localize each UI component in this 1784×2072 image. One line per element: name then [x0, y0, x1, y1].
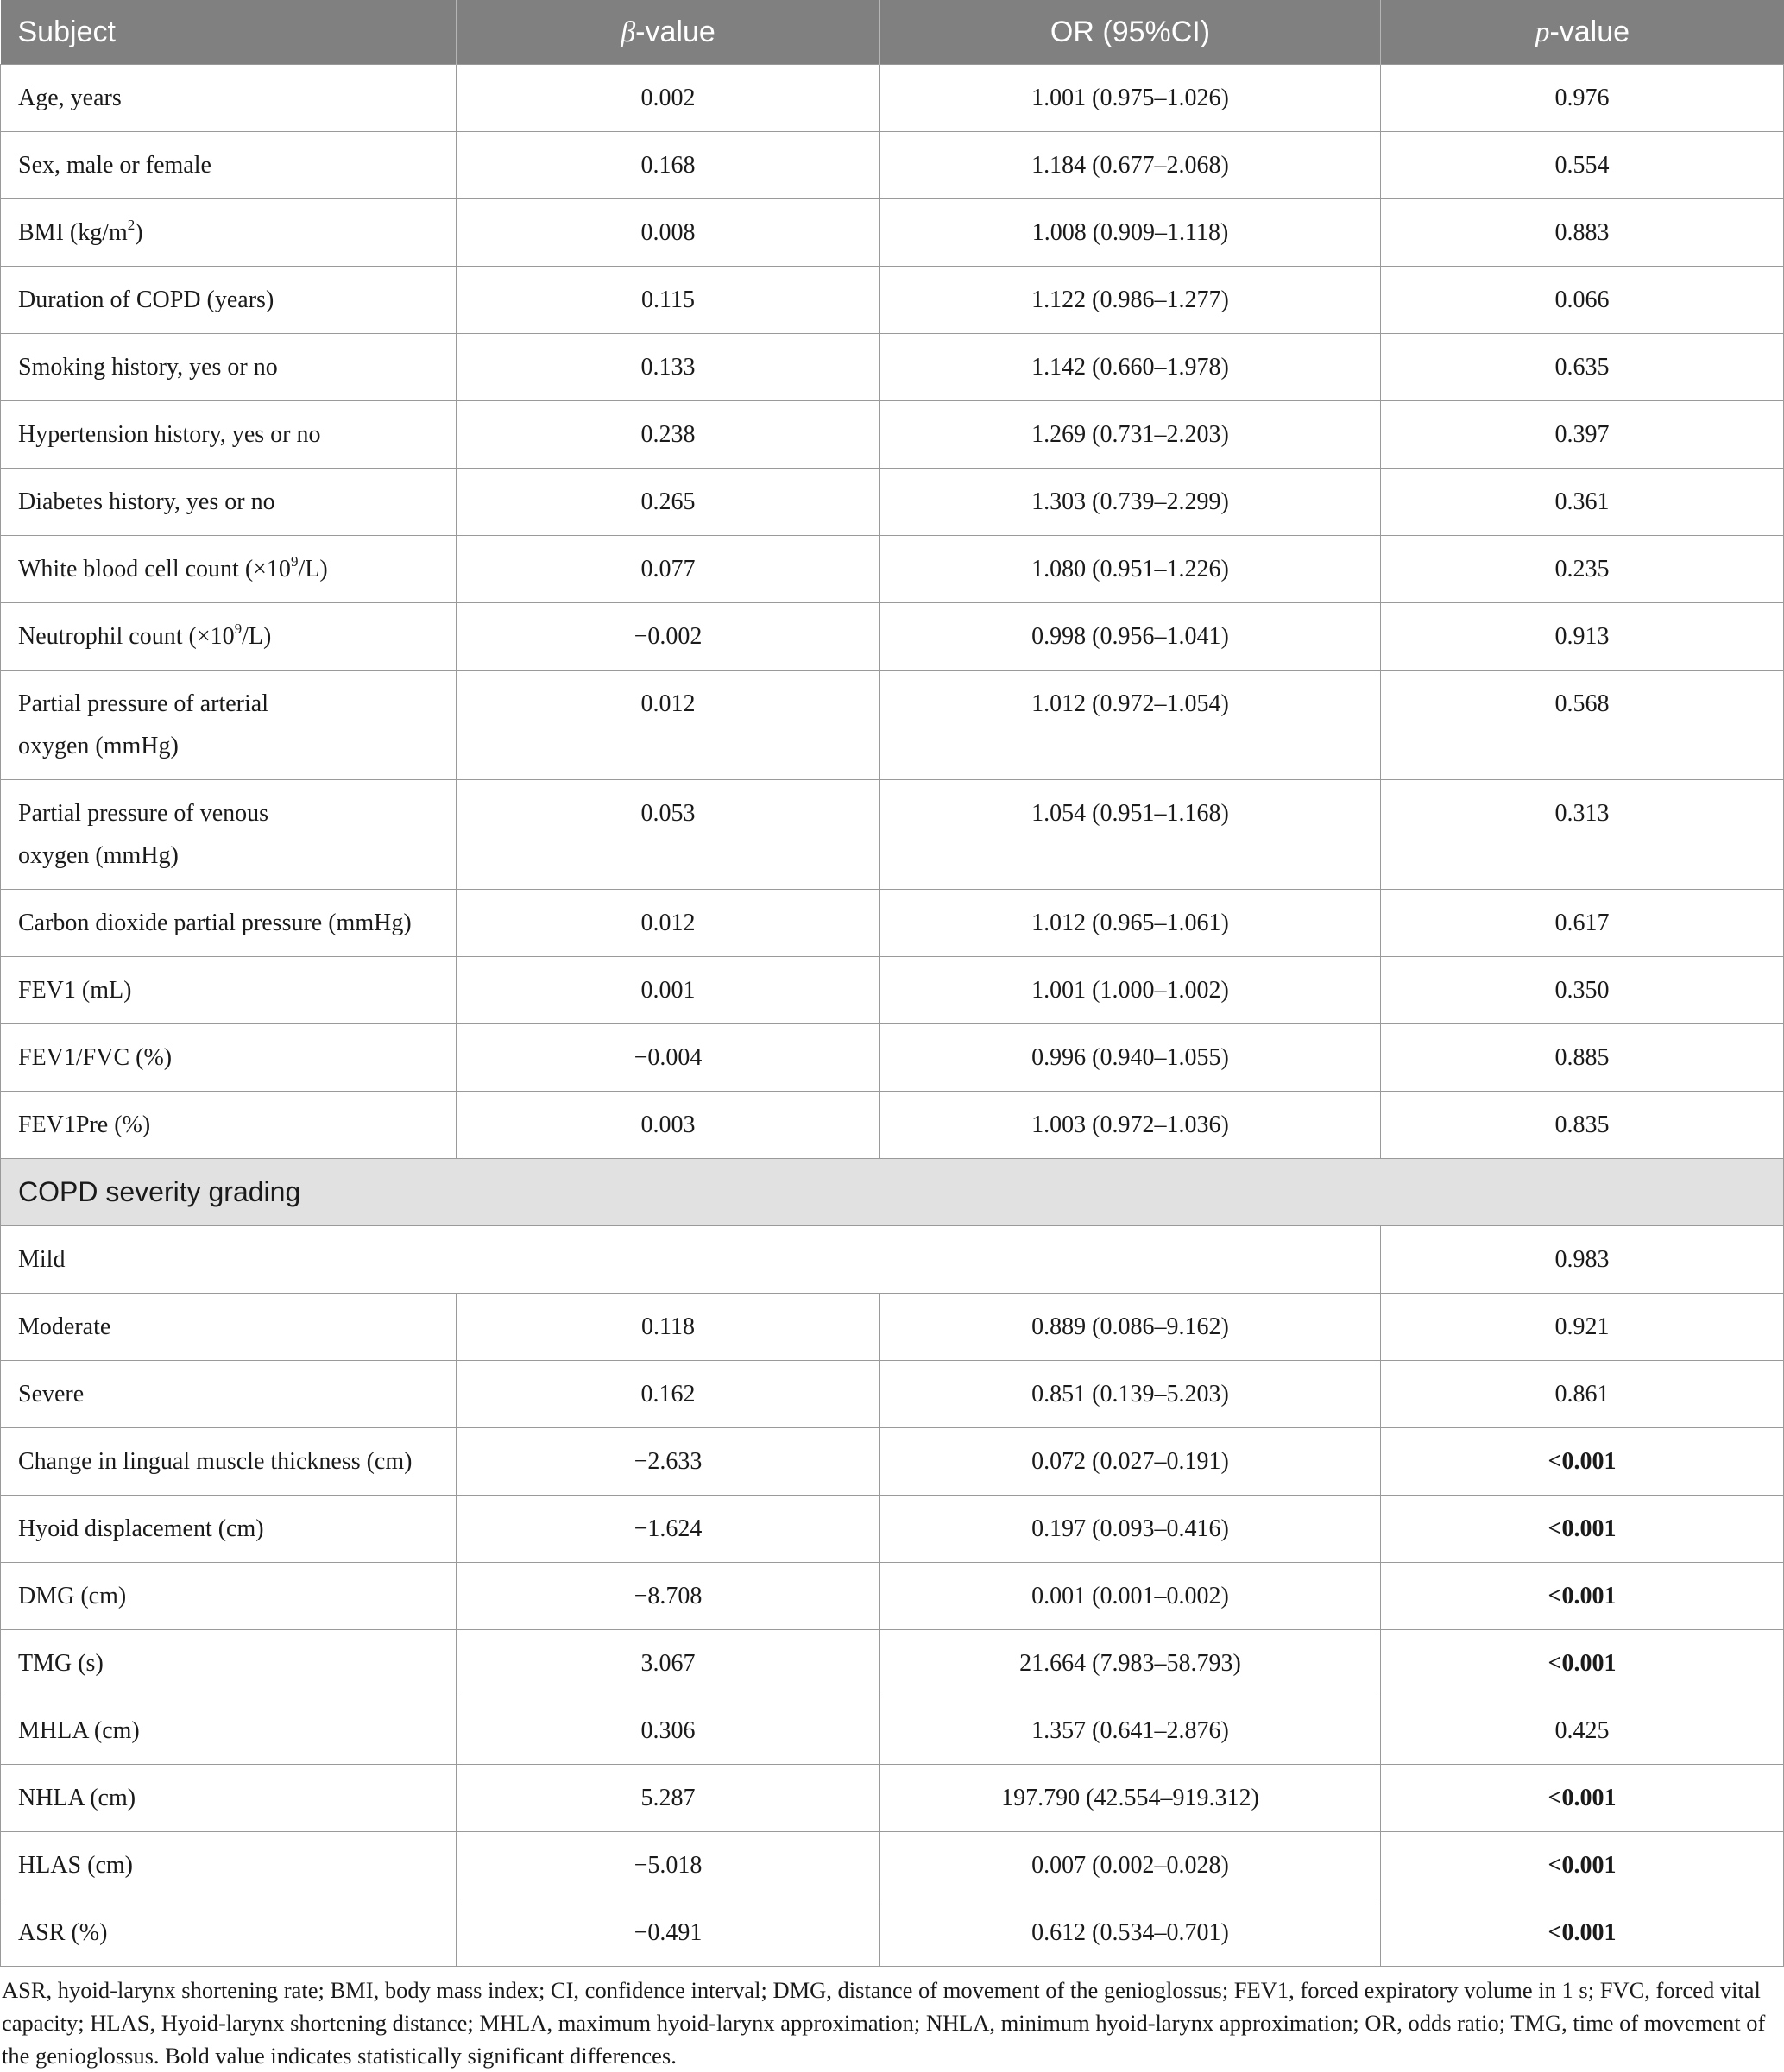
cell-p: <0.001 [1381, 1563, 1784, 1630]
cell-subject: Sex, male or female [1, 132, 457, 199]
cell-or: 0.889 (0.086–9.162) [880, 1294, 1381, 1361]
cell-beta: 0.162 [457, 1361, 880, 1428]
cell-or: 0.072 (0.027–0.191) [880, 1428, 1381, 1496]
cell-or: 0.998 (0.956–1.041) [880, 603, 1381, 671]
table-row [1, 890, 1784, 957]
table-row [1, 1428, 1784, 1496]
superscript: 9 [290, 552, 299, 570]
cell-p: <0.001 [1381, 1428, 1784, 1496]
table-row [1, 536, 1784, 603]
subject-text-end: /L) [242, 623, 272, 650]
table-row [1, 267, 1784, 334]
cell-beta: −0.002 [457, 603, 880, 671]
cell-or: 1.001 (1.000–1.002) [880, 957, 1381, 1024]
cell-beta: 0.003 [457, 1092, 880, 1159]
cell-or: 1.080 (0.951–1.226) [880, 536, 1381, 603]
table-row [1, 1496, 1784, 1563]
header-beta: β-value [457, 0, 880, 65]
cell-p: 0.635 [1381, 334, 1784, 401]
subject-text-end: /L) [298, 556, 328, 583]
cell-beta: 0.168 [457, 132, 880, 199]
cell-subject: Carbon dioxide partial pressure (mmHg) [1, 890, 457, 957]
cell-p: <0.001 [1381, 1765, 1784, 1832]
section-title: COPD severity grading [1, 1159, 1784, 1226]
cell-p: 0.921 [1381, 1294, 1784, 1361]
cell-or: 1.269 (0.731–2.203) [880, 401, 1381, 469]
table-row [1, 1899, 1784, 1967]
cell-beta: 0.001 [457, 957, 880, 1024]
superscript: 9 [234, 620, 243, 637]
cell-p: 0.568 [1381, 671, 1784, 780]
table-row [1, 780, 1784, 890]
cell-subject [1, 671, 457, 780]
table-row [1, 199, 1784, 267]
cell-subject: Smoking history, yes or no [1, 334, 457, 401]
cell-p: 0.313 [1381, 780, 1784, 890]
cell-or: 1.012 (0.965–1.061) [880, 890, 1381, 957]
cell-beta: −1.624 [457, 1496, 880, 1563]
cell-or: 0.996 (0.940–1.055) [880, 1024, 1381, 1092]
cell-beta: 0.133 [457, 334, 880, 401]
cell-beta: 0.012 [457, 671, 880, 780]
cell-p: 0.835 [1381, 1092, 1784, 1159]
cell-subject: FEV1/FVC (%) [1, 1024, 457, 1092]
cell-p: <0.001 [1381, 1496, 1784, 1563]
table-row [1, 603, 1784, 671]
cell-or: 1.357 (0.641–2.876) [880, 1697, 1381, 1765]
cell-p: 0.617 [1381, 890, 1784, 957]
cell-p: 0.983 [1381, 1226, 1784, 1294]
subject-line-1: Partial pressure of arterial [18, 690, 268, 717]
subject-text: Neutrophil count (×10 [18, 623, 235, 650]
table-row [1, 957, 1784, 1024]
cell-or: 1.142 (0.660–1.978) [880, 334, 1381, 401]
cell-or: 0.851 (0.139–5.203) [880, 1361, 1381, 1428]
cell-subject: Moderate [1, 1294, 457, 1361]
table-row [1, 1361, 1784, 1428]
subject-line-2: oxygen (mmHg) [18, 842, 179, 869]
cell-subject [1, 780, 457, 890]
table-row [1, 1563, 1784, 1630]
cell-beta: 5.287 [457, 1765, 880, 1832]
cell-subject [1, 536, 457, 603]
cell-or: 1.054 (0.951–1.168) [880, 780, 1381, 890]
section-row [1, 1159, 1784, 1226]
cell-p: 0.361 [1381, 469, 1784, 536]
cell-subject: Hyoid displacement (cm) [1, 1496, 457, 1563]
beta-symbol: β [621, 16, 636, 48]
cell-p: 0.235 [1381, 536, 1784, 603]
table-row [1, 1092, 1784, 1159]
cell-or: 0.612 (0.534–0.701) [880, 1899, 1381, 1967]
cell-or: 1.184 (0.677–2.068) [880, 132, 1381, 199]
header-p: p-value [1381, 0, 1784, 65]
table-row [1, 671, 1784, 780]
cell-subject: DMG (cm) [1, 1563, 457, 1630]
cell-beta: 0.238 [457, 401, 880, 469]
cell-p: 0.885 [1381, 1024, 1784, 1092]
cell-subject: HLAS (cm) [1, 1832, 457, 1899]
cell-beta: 0.118 [457, 1294, 880, 1361]
cell-beta: 0.115 [457, 267, 880, 334]
cell-beta: 0.265 [457, 469, 880, 536]
cell-subject: Age, years [1, 65, 457, 132]
table-row [1, 1765, 1784, 1832]
table-row [1, 65, 1784, 132]
cell-or: 1.303 (0.739–2.299) [880, 469, 1381, 536]
cell-beta: −8.708 [457, 1563, 880, 1630]
header-or: OR (95%CI) [880, 0, 1381, 65]
table-footnote: ASR, hyoid-larynx shortening rate; BMI, body mass index; CI, confidence interval; DMG, distance of movement of the genioglossus; FEV1, forced expiratory volume in 1 s; FVC, forced vital capacity; HLAS, Hyoid-larynx shortening distance; MHLA, maximum hyoid-larynx approximation; NHLA, minimum hyoid-larynx approximation; OR, odds ratio; TMG, time of movement of the genioglossus. Bold value indicates statistically significant differences. [2, 1977, 1766, 2069]
cell-or: 1.012 (0.972–1.054) [880, 671, 1381, 780]
header-subject: Subject [1, 0, 457, 65]
cell-subject: Mild [1, 1226, 1381, 1294]
cell-subject: Severe [1, 1361, 457, 1428]
table-row [1, 334, 1784, 401]
cell-or: 0.007 (0.002–0.028) [880, 1832, 1381, 1899]
cell-p: 0.350 [1381, 957, 1784, 1024]
subject-text-end: ) [135, 219, 143, 246]
cell-p: <0.001 [1381, 1832, 1784, 1899]
cell-p: 0.425 [1381, 1697, 1784, 1765]
header-row [1, 0, 1784, 65]
cell-beta: −0.491 [457, 1899, 880, 1967]
cell-p: <0.001 [1381, 1899, 1784, 1967]
cell-p: <0.001 [1381, 1630, 1784, 1697]
cell-subject: Duration of COPD (years) [1, 267, 457, 334]
cell-subject: NHLA (cm) [1, 1765, 457, 1832]
subject-text: BMI (kg/m [18, 219, 128, 246]
p-symbol: p [1535, 16, 1550, 48]
table-row [1, 1226, 1784, 1294]
cell-beta: −0.004 [457, 1024, 880, 1092]
subject-line-2: oxygen (mmHg) [18, 733, 179, 759]
table-row [1, 1024, 1784, 1092]
superscript: 2 [127, 216, 136, 233]
cell-beta: −2.633 [457, 1428, 880, 1496]
cell-or: 197.790 (42.554–919.312) [880, 1765, 1381, 1832]
cell-subject: MHLA (cm) [1, 1697, 457, 1765]
cell-subject: FEV1Pre (%) [1, 1092, 457, 1159]
cell-p: 0.066 [1381, 267, 1784, 334]
table-row [1, 469, 1784, 536]
table-row [1, 132, 1784, 199]
cell-p: 0.883 [1381, 199, 1784, 267]
cell-subject: Change in lingual muscle thickness (cm) [1, 1428, 457, 1496]
cell-subject: Diabetes history, yes or no [1, 469, 457, 536]
cell-p: 0.397 [1381, 401, 1784, 469]
table-row [1, 1294, 1784, 1361]
cell-subject [1, 603, 457, 671]
cell-beta: 0.077 [457, 536, 880, 603]
table-row [1, 1630, 1784, 1697]
cell-beta: 0.012 [457, 890, 880, 957]
cell-p: 0.913 [1381, 603, 1784, 671]
cell-beta: 0.002 [457, 65, 880, 132]
cell-subject: TMG (s) [1, 1630, 457, 1697]
cell-subject: ASR (%) [1, 1899, 457, 1967]
cell-beta: 0.053 [457, 780, 880, 890]
table-row [1, 1832, 1784, 1899]
subject-text: White blood cell count (×10 [18, 556, 291, 583]
cell-p: 0.861 [1381, 1361, 1784, 1428]
cell-or: 1.122 (0.986–1.277) [880, 267, 1381, 334]
cell-or: 1.003 (0.972–1.036) [880, 1092, 1381, 1159]
cell-beta: 0.306 [457, 1697, 880, 1765]
cell-beta: 0.008 [457, 199, 880, 267]
cell-p: 0.976 [1381, 65, 1784, 132]
subject-line-1: Partial pressure of venous [18, 800, 269, 827]
cell-subject: FEV1 (mL) [1, 957, 457, 1024]
cell-p: 0.554 [1381, 132, 1784, 199]
cell-or: 1.001 (0.975–1.026) [880, 65, 1381, 132]
cell-or: 0.197 (0.093–0.416) [880, 1496, 1381, 1563]
cell-or: 0.001 (0.001–0.002) [880, 1563, 1381, 1630]
cell-beta: −5.018 [457, 1832, 880, 1899]
cell-or: 1.008 (0.909–1.118) [880, 199, 1381, 267]
cell-subject [1, 199, 457, 267]
cell-or: 21.664 (7.983–58.793) [880, 1630, 1381, 1697]
cell-beta: 3.067 [457, 1630, 880, 1697]
table-row [1, 1697, 1784, 1765]
table-row [1, 401, 1784, 469]
cell-subject: Hypertension history, yes or no [1, 401, 457, 469]
